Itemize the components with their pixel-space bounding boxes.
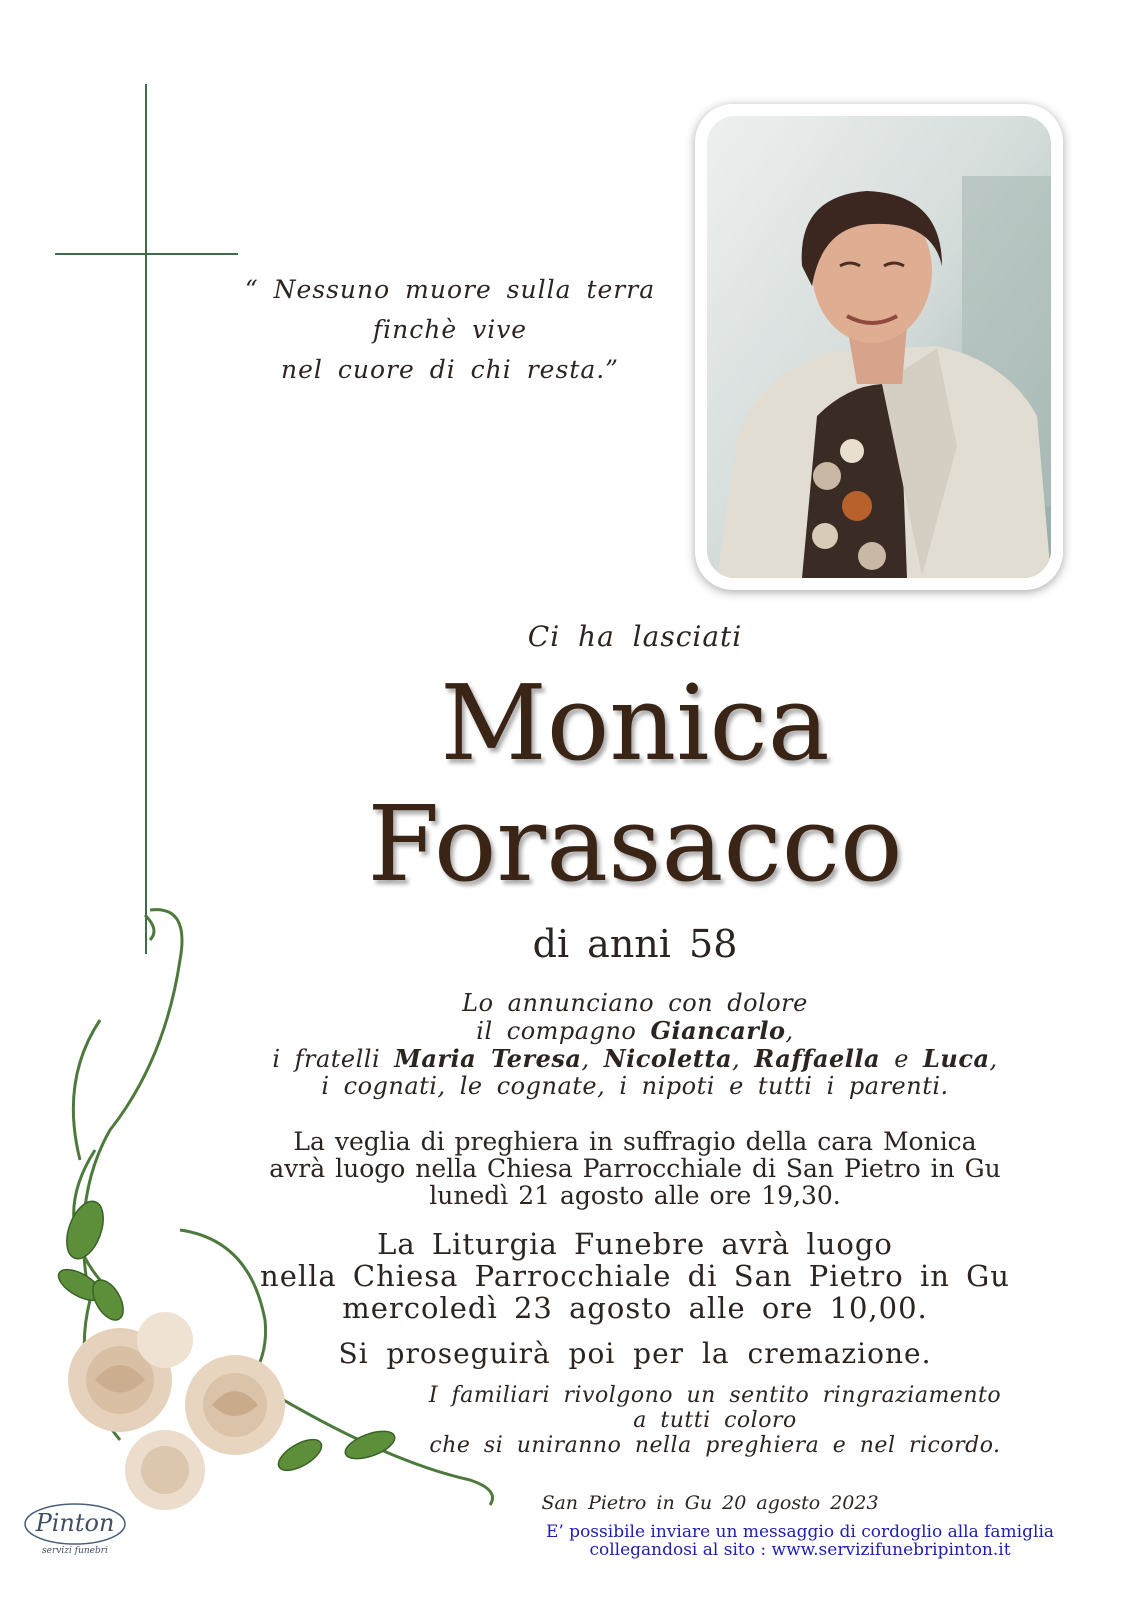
rose-blooms (68, 1312, 285, 1510)
vigil-line: lunedì 21 agosto alle ore 19,30. (429, 1181, 841, 1210)
quote-line: nel cuore di chi resta.” (281, 355, 619, 384)
announcement-line: i fratelli Maria Teresa, Nicoletta, Raffaella e Luca, (272, 1044, 998, 1073)
funeral-line: nella Chiesa Parrocchiale di San Pietro in Gu (260, 1259, 1010, 1293)
quote-line: finchè vive (372, 315, 528, 344)
condolence-message (500, 1523, 1100, 1559)
vigil-line: avrà luogo nella Chiesa Parrocchiale di San Pietro in Gu (269, 1154, 1001, 1183)
cross-horizontal-bar (55, 253, 238, 255)
sibling-name: Maria Teresa (394, 1044, 582, 1073)
portrait-illustration (707, 116, 1051, 578)
announcement-line: i cognati, le cognate, i nipoti e tutti i parenti. (321, 1072, 949, 1100)
funeral-line: La Liturgia Funebre avrà luogo (377, 1227, 893, 1261)
rose-decoration (0, 900, 520, 1600)
portrait-frame (695, 104, 1063, 590)
vigil-line: La veglia di preghiera in suffragio della cara Monica (293, 1127, 977, 1156)
age-text: di anni 58 (532, 922, 738, 966)
funeral-line: mercoledì 23 agosto alle ore 10,00. (342, 1291, 928, 1325)
announcement-line: il compagno Giancarlo, (476, 1016, 794, 1045)
svg-text:Pinton: Pinton (35, 1509, 115, 1537)
portrait-photo (707, 116, 1051, 578)
svg-text:servizi funebri: servizi funebri (42, 1546, 108, 1556)
deceased-first-name: Monica (440, 662, 830, 784)
pinton-logo (20, 1498, 130, 1560)
sibling-name: Nicoletta (603, 1044, 732, 1073)
cross-vertical-bar (145, 84, 147, 954)
announcement-line: Lo annunciano con dolore (462, 989, 808, 1017)
sibling-name: Raffaella (754, 1044, 881, 1073)
quote (240, 270, 660, 390)
place-date: San Pietro in Gu 20 agosto 2023 (541, 1492, 879, 1514)
condolence-line: E’ possibile inviare un messaggio di cordoglio alla famiglia (545, 1522, 1055, 1542)
thanks-line: I familiari rivolgono un sentito ringraziamento (428, 1383, 1002, 1408)
sibling-name: Luca (923, 1044, 990, 1073)
condolence-link[interactable]: collegandosi al sito : www.servizifunebripinton.it (589, 1540, 1011, 1560)
thanks-line: a tutti coloro (633, 1408, 797, 1433)
intro-text: Ci ha lasciati (527, 620, 743, 653)
deceased-last-name: Forasacco (367, 783, 903, 905)
cremation-info: Si proseguirà poi per la cremazione. (338, 1337, 932, 1370)
thanks-line: che si uniranno nella preghiera e nel ricordo. (429, 1433, 1001, 1458)
quote-line: “ Nessuno muore sulla terra (244, 275, 656, 304)
partner-name: Giancarlo (650, 1016, 786, 1045)
